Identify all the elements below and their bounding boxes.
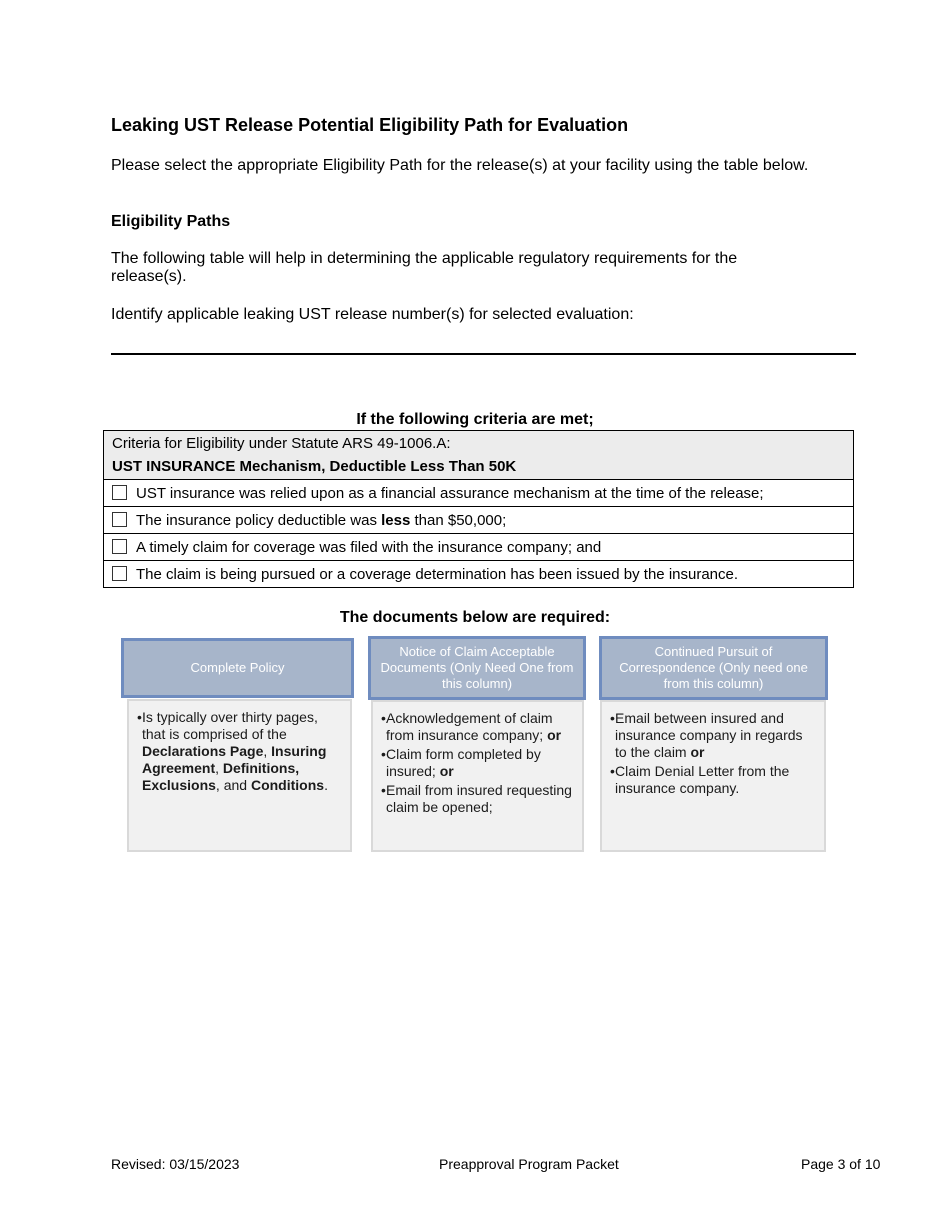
list-item: • Claim form completed by insured; or [381, 746, 541, 779]
criteria-text: A timely claim for coverage was filed with the insurance company; and [136, 538, 602, 556]
list-item: • Claim Denial Letter from the insurance company. [610, 763, 790, 796]
doc-col-header-complete-policy: Complete Policy [121, 638, 354, 698]
criteria-row [104, 480, 854, 507]
criteria-table [103, 430, 854, 588]
list-item: • Email from insured requesting claim be opened; [381, 782, 572, 815]
criteria-row [104, 534, 854, 561]
criteria-header-line1: Criteria for Eligibility under Statute ARS 49-1006.A: [112, 435, 451, 452]
criteria-text: The insurance policy deductible was [136, 511, 382, 529]
footer-doc-name: Preapproval Program Packet [439, 1156, 619, 1172]
identify-prompt: Identify applicable leaking UST release number(s) for selected evaluation: [111, 306, 634, 323]
bullet: • [137, 709, 142, 725]
criteria-checkbox[interactable] [112, 539, 127, 554]
criteria-text: The claim is being pursued or a coverage determination has been issued by the insurance. [136, 565, 739, 583]
criteria-checkbox[interactable] [112, 512, 127, 527]
page-title: Leaking UST Release Potential Eligibility Path for Evaluation [111, 115, 629, 135]
table-help-text: The following table will help in determining the applicable regulatory requirements for the release(s). [111, 250, 738, 285]
section-heading: Eligibility Paths [111, 213, 231, 230]
doc-col-body-continued-pursuit [600, 700, 826, 852]
criteria-title: If the following criteria are met; [356, 411, 594, 428]
criteria-checkbox[interactable] [112, 485, 127, 500]
footer-revised: Revised: 03/15/2023 [111, 1156, 240, 1172]
doc-col-body-notice-of-claim [371, 700, 584, 852]
criteria-checkbox[interactable] [112, 566, 127, 581]
criteria-text: than $50,000; [410, 511, 507, 529]
doc-col-header-notice-of-claim: Notice of Claim Acceptable Documents (Only Need One from this column) [368, 636, 586, 700]
criteria-header-line2: UST INSURANCE Mechanism, Deductible Less Than 50K [112, 458, 517, 475]
list-item: • Email between insured and insurance company in regards to the claim or [610, 710, 803, 760]
criteria-row [104, 507, 854, 534]
intro-text: Please select the appropriate Eligibility Path for the release(s) at your facility using the table below. [111, 157, 809, 174]
criteria-header [104, 431, 854, 480]
criteria-row [104, 561, 854, 588]
footer-page-number: Page 3 of 10 [801, 1156, 881, 1172]
release-number-input-line[interactable] [111, 353, 856, 355]
documents-title: The documents below are required: [339, 609, 611, 626]
criteria-text: UST insurance was relied upon as a financial assurance mechanism at the time of the release; [136, 484, 764, 502]
doc-col-header-continued-pursuit: Continued Pursuit of Correspondence (Only need one from this column) [599, 636, 828, 700]
list-item: • Is typically over thirty pages, that is comprised of the Declarations Page, Insuring Agreement, Definitions, Exclusions, and Conditions. [137, 709, 328, 793]
criteria-text-bold: less [381, 511, 411, 529]
list-item: • Acknowledgement of claim from insurance company; or [381, 710, 562, 743]
doc-col-body-complete-policy [127, 699, 352, 852]
